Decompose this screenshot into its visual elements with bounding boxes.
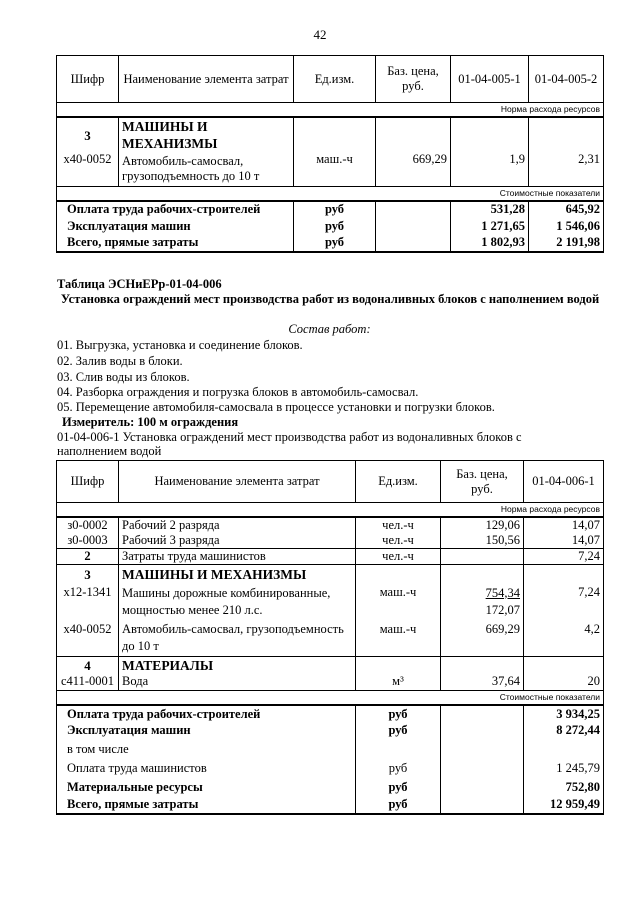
total-c1: 8 272,44 [524, 722, 604, 739]
labor-name: Затраты труда машинистов [119, 549, 356, 565]
total-label: Оплата труда машинистов [57, 759, 356, 778]
row-name: Рабочий 3 разряда [119, 533, 356, 549]
step: 05. Перемещение автомобиля-самосвала в процессе установки и погрузки блоков. [57, 400, 495, 414]
total-unit: руб [356, 722, 441, 739]
row-price: 150,56 [441, 533, 524, 549]
cost-note: Стоимостные показатели [57, 186, 604, 201]
row-price-2: 172,07 [485, 602, 520, 617]
row-c1: 1,9 [451, 152, 529, 186]
section-title: Установка ограждений мест производства работ из водоналивных блоков с наполнением водой [60, 292, 600, 306]
row-name: Рабочий 2 разряда [119, 517, 356, 533]
row-unit: чел.-ч [356, 533, 441, 549]
labor-code: 2 [57, 549, 119, 565]
labor-c1: 7,24 [524, 549, 604, 565]
total-label: Всего, прямые затраты [57, 235, 294, 252]
page-number: 42 [313, 27, 327, 42]
total-label: Оплата труда рабочих-строителей [57, 201, 294, 218]
machines-title: МАШИНЫ И МЕХАНИЗМЫ [119, 565, 356, 585]
row-code: х40-0052 [57, 619, 119, 657]
row-name: Машины дорожные комбинированные, [122, 585, 331, 600]
total-c1: 1 802,93 [451, 235, 529, 252]
row-c1: 14,07 [524, 533, 604, 549]
cost-note: Стоимостные показатели [57, 691, 604, 706]
total-label: Эксплуатация машин [57, 218, 294, 235]
step: 04. Разборка ограждения и погрузка блоков в автомобиль-самосвал. [57, 385, 419, 399]
total-label: в том числе [57, 739, 356, 759]
total-label: Всего, прямые затраты [57, 796, 356, 814]
row-c2: 2,31 [529, 152, 604, 186]
header-c1: 01-04-006-1 [524, 461, 604, 503]
header-unit: Ед.изм. [356, 461, 441, 503]
row-unit: маш.-ч [356, 585, 441, 619]
row-unit: м³ [356, 674, 441, 691]
total-label: Эксплуатация машин [57, 722, 356, 739]
total-unit: руб [294, 235, 376, 252]
total-label: Оплата труда рабочих-строителей [57, 705, 356, 722]
total-unit: руб [294, 218, 376, 235]
table-1 [56, 55, 604, 253]
header-code: Шифр [57, 56, 119, 103]
total-c2: 645,92 [529, 201, 604, 218]
row-price: 754,34 [485, 585, 520, 600]
total-unit: руб [356, 796, 441, 814]
item-line-2: наполнением водой [57, 444, 162, 458]
step: 03. Слив воды из блоков. [57, 370, 190, 384]
row-name: Вода [119, 674, 356, 691]
item-line-1: 01-04-006-1 Установка ограждений мест производства работ из водоналивных блоков с [57, 430, 522, 444]
machines-code: 3 [57, 117, 119, 152]
materials-title: МАТЕРИАЛЫ [119, 657, 356, 674]
row-code: х40-0052 [57, 152, 119, 186]
row-name-2: до 10 т [122, 639, 159, 654]
total-c1: 3 934,25 [524, 705, 604, 722]
total-c1: 752,80 [524, 778, 604, 796]
row-unit: чел.-ч [356, 517, 441, 533]
step: 02. Залив воды в блоки. [57, 354, 183, 368]
total-c1: 1 245,79 [524, 759, 604, 778]
row-unit: маш.-ч [294, 152, 376, 186]
total-unit [356, 739, 441, 759]
row-name-2: мощностью менее 210 л.с. [122, 602, 263, 617]
row-code: с411-0001 [57, 674, 119, 691]
total-unit: руб [356, 759, 441, 778]
row-code: х12-1341 [57, 585, 119, 619]
header-c2: 01-04-005-2 [529, 56, 604, 103]
header-unit: Ед.изм. [294, 56, 376, 103]
machines-title: МАШИНЫ И МЕХАНИЗМЫ [119, 117, 294, 152]
row-price: 669,29 [441, 619, 524, 657]
row-code: з0-0002 [57, 517, 119, 533]
header-c1: 01-04-005-1 [451, 56, 529, 103]
row-c1: 4,2 [524, 619, 604, 657]
header-name: Наименование элемента затрат [119, 56, 294, 103]
row-price: 669,29 [376, 152, 451, 186]
total-c1: 531,28 [451, 201, 529, 218]
composition-label: Состав работ: [288, 322, 371, 336]
row-code: з0-0003 [57, 533, 119, 549]
row-c1: 14,07 [524, 517, 604, 533]
total-unit: руб [356, 778, 441, 796]
total-c1: 12 959,49 [524, 796, 604, 814]
norm-note: Норма расхода ресурсов [57, 103, 604, 118]
total-c1: 1 271,65 [451, 218, 529, 235]
header-name: Наименование элемента затрат [119, 461, 356, 503]
row-name: Автомобиль-самосвал, грузоподъемность до 10 т [119, 152, 294, 186]
row-unit: маш.-ч [356, 619, 441, 657]
row-c1: 7,24 [524, 585, 604, 619]
header-price: Баз. цена, руб. [376, 56, 451, 103]
meter: Измеритель: 100 м ограждения [62, 415, 239, 429]
table-2 [56, 460, 604, 815]
table-id: Таблица ЭСНиЕРр-01-04-006 [57, 277, 222, 291]
norm-note: Норма расхода ресурсов [57, 503, 604, 518]
total-label: Материальные ресурсы [57, 778, 356, 796]
total-c2: 2 191,98 [529, 235, 604, 252]
total-c2: 1 546,06 [529, 218, 604, 235]
row-price: 37,64 [441, 674, 524, 691]
row-c1: 20 [524, 674, 604, 691]
header-price: Баз. цена, руб. [441, 461, 524, 503]
labor-unit: чел.-ч [356, 549, 441, 565]
machines-code: 3 [57, 565, 119, 585]
total-unit: руб [294, 201, 376, 218]
step: 01. Выгрузка, установка и соединение блоков. [57, 338, 303, 352]
total-c1 [524, 739, 604, 759]
materials-code: 4 [57, 657, 119, 674]
header-code: Шифр [57, 461, 119, 503]
row-name: Автомобиль-самосвал, грузоподъемность [122, 622, 344, 637]
row-price: 129,06 [441, 517, 524, 533]
total-unit: руб [356, 705, 441, 722]
